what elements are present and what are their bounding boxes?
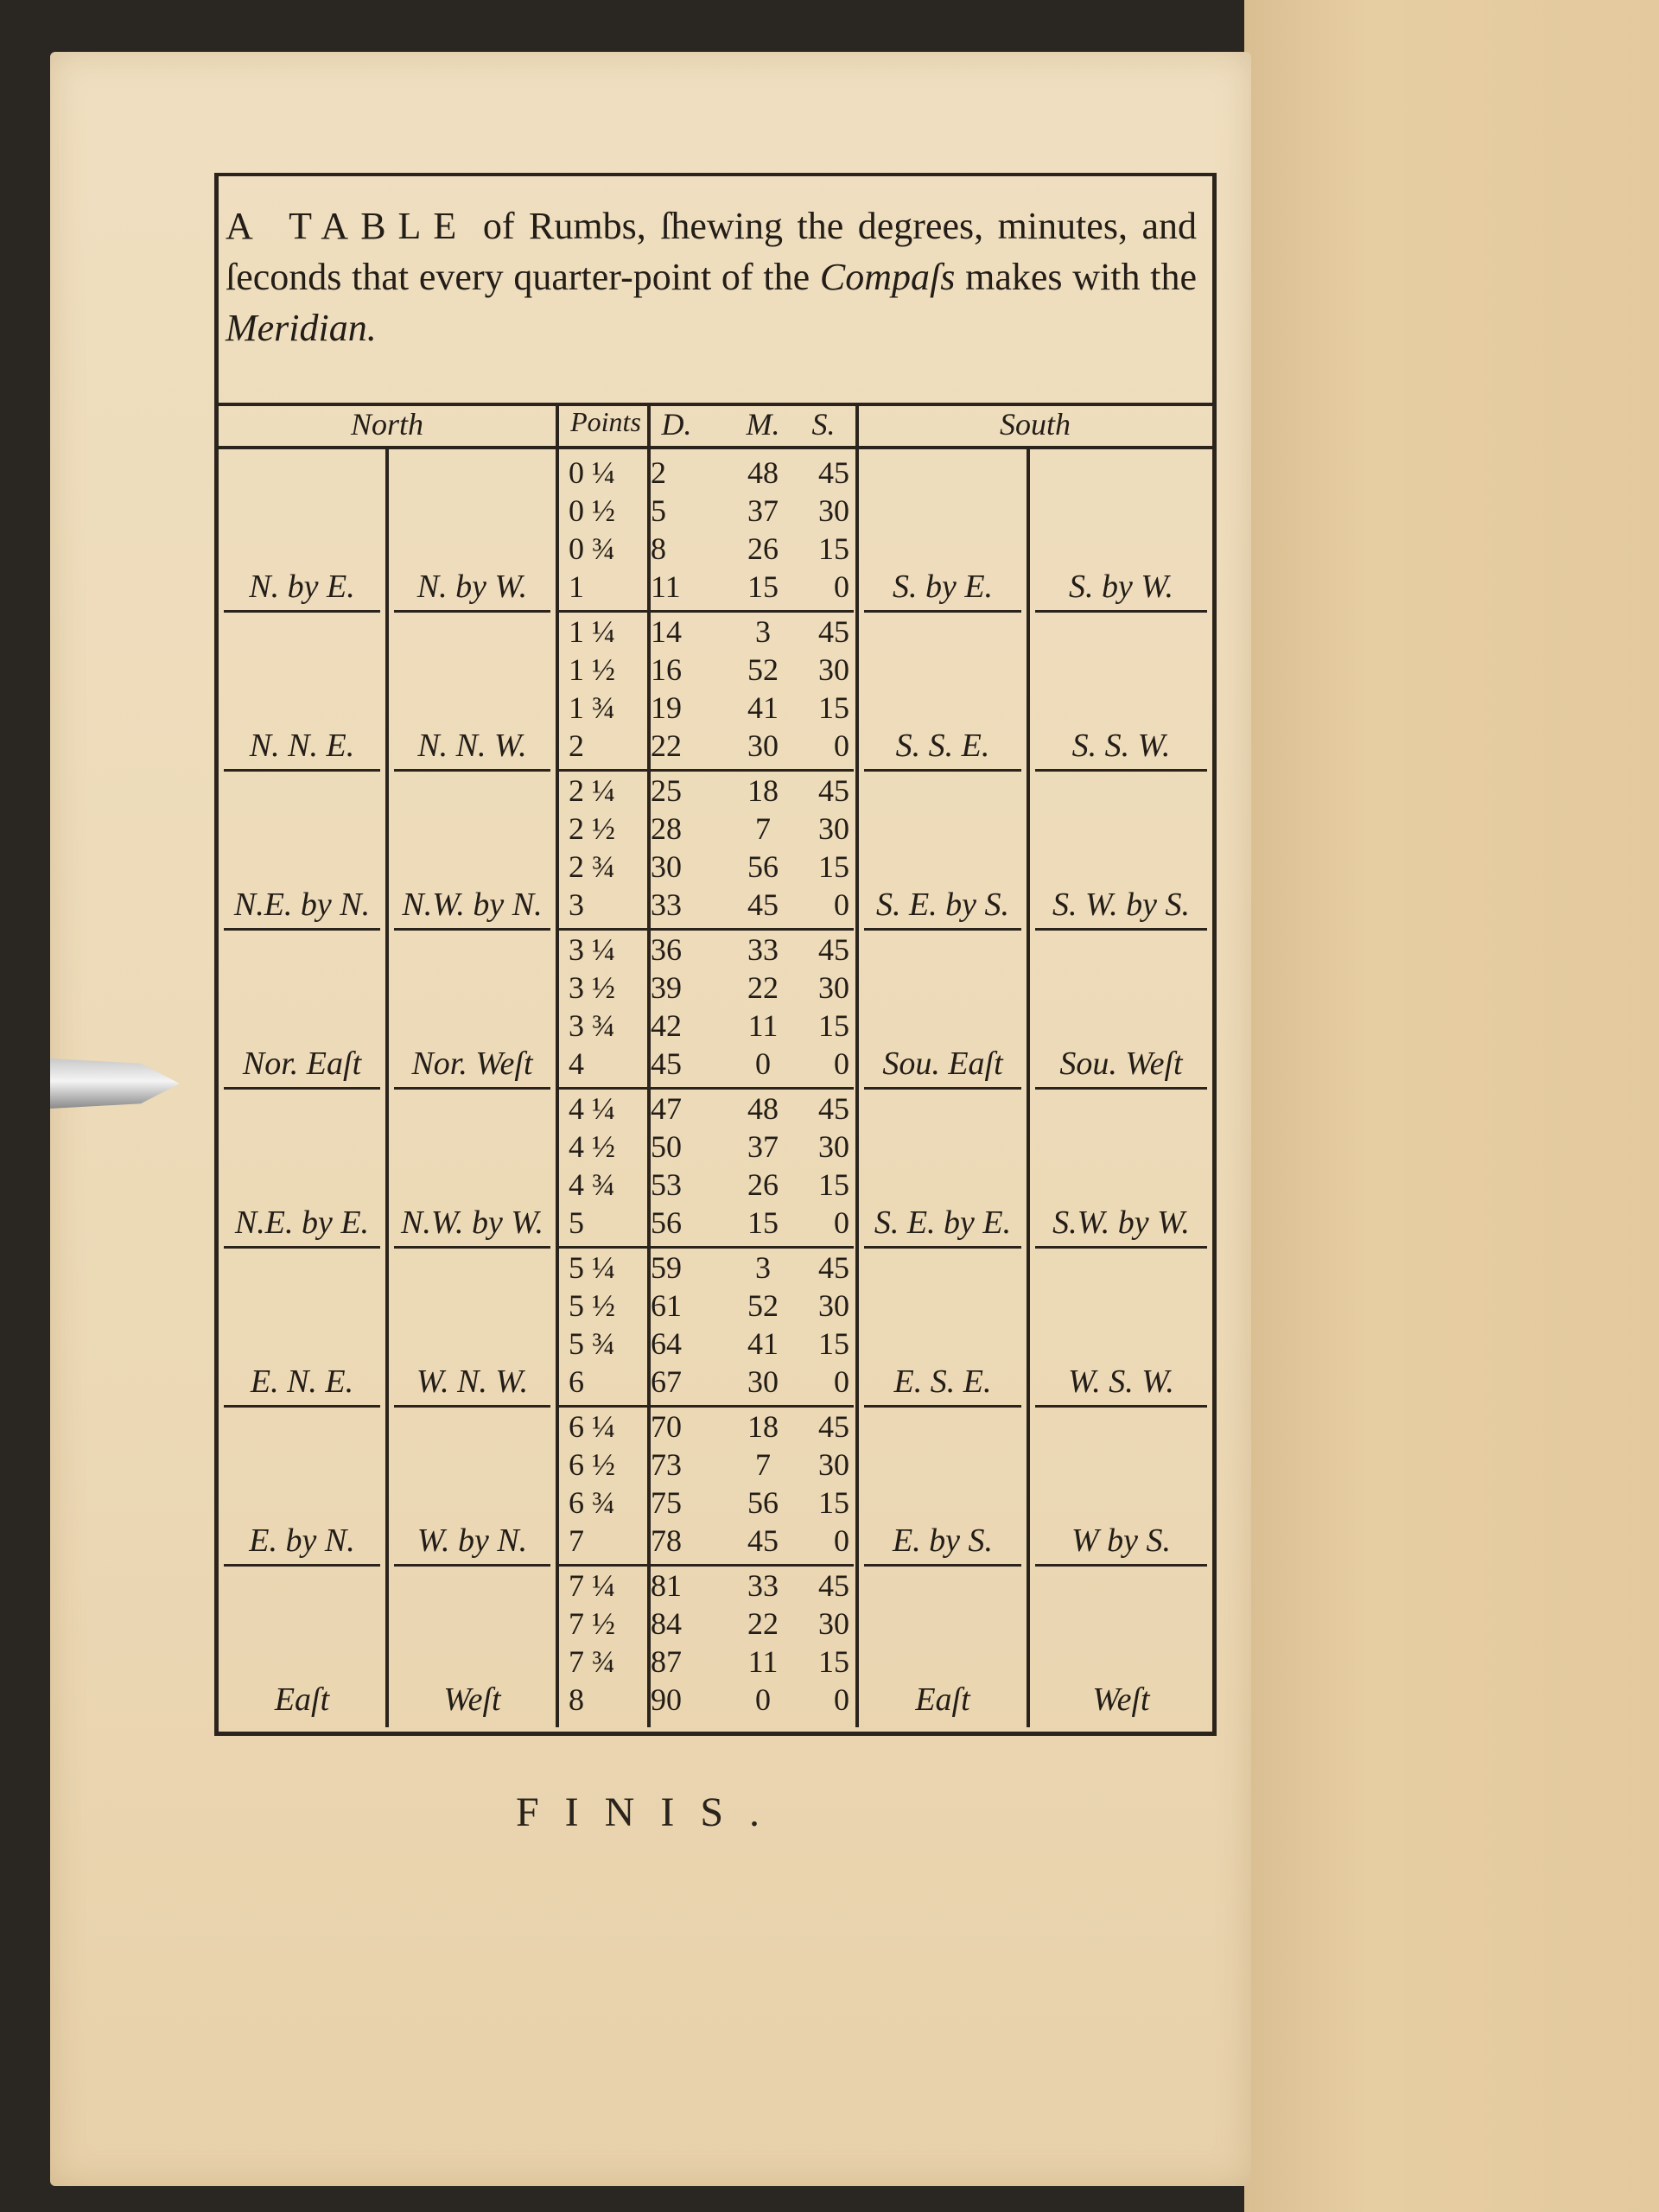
seconds-cell: 15: [818, 690, 849, 725]
seconds-cell: 30: [818, 652, 849, 687]
south-east-label: E. by S.: [892, 1522, 994, 1559]
points-cell: 4 ½: [569, 1129, 615, 1164]
points-cell: 5: [569, 1205, 584, 1240]
south-west-label: S. W. by S.: [1052, 887, 1191, 923]
rumb-block: [219, 1405, 1212, 1563]
minutes-cell: 41: [747, 690, 779, 725]
degrees-cell: 59: [651, 1250, 682, 1285]
south-header: South: [999, 407, 1071, 442]
rumb-block: [219, 1087, 1212, 1245]
degrees-cell: 78: [651, 1523, 682, 1558]
south-west-label: W by S.: [1071, 1522, 1172, 1559]
points-cell: 1 ¾: [569, 690, 615, 725]
block-separator: [556, 1405, 854, 1408]
south-east-label: S. E. by E.: [874, 1205, 1012, 1241]
seconds-cell: 0: [834, 887, 849, 922]
minutes-cell: 11: [747, 1008, 779, 1043]
seconds-cell: 0: [834, 1682, 849, 1717]
table-row: [219, 849, 1212, 887]
seconds-cell: 45: [818, 773, 849, 808]
points-cell: 0 ¾: [569, 531, 615, 566]
minutes-cell: 56: [747, 849, 779, 884]
points-cell: 8: [569, 1682, 584, 1717]
north-east-label: N. by E.: [249, 569, 355, 605]
table-row: [219, 690, 1212, 728]
seconds-cell: 0: [834, 569, 849, 604]
south-west-label: S. S. W.: [1071, 728, 1171, 764]
rumb-block: [219, 610, 1212, 768]
north-east-label: Nor. Eaſt: [242, 1046, 362, 1082]
title-rest: of Rumbs, ſhewing the degrees, minutes, and ſeconds that every quarter-point of the: [226, 205, 1197, 298]
degrees-cell: 53: [651, 1167, 682, 1202]
degrees-cell: 22: [651, 728, 682, 763]
degrees-cell: 42: [651, 1008, 682, 1043]
degrees-cell: 81: [651, 1568, 682, 1603]
seconds-cell: 45: [818, 1250, 849, 1285]
seconds-cell: 30: [818, 1606, 849, 1641]
degrees-cell: 90: [651, 1682, 682, 1717]
seconds-cell: 15: [818, 1167, 849, 1202]
points-cell: 1 ¼: [569, 614, 615, 649]
minutes-cell: 7: [755, 1447, 771, 1482]
north-east-label: N. N. E.: [249, 728, 355, 764]
north-east-label: N.E. by N.: [233, 887, 371, 923]
title-compass: Compaſs: [819, 256, 956, 298]
points-cell: 3: [569, 887, 584, 922]
pen-tip: [50, 1058, 180, 1109]
points-cell: 6 ½: [569, 1447, 615, 1482]
points-cell: 6 ¾: [569, 1485, 615, 1520]
block-separator: [556, 1246, 854, 1249]
minutes-cell: 0: [755, 1046, 771, 1081]
block-separator: [556, 928, 854, 931]
degrees-cell: 87: [651, 1644, 682, 1679]
minutes-cell: 48: [747, 1091, 779, 1126]
table-row: [219, 531, 1212, 569]
block-separator: [556, 1564, 854, 1567]
points-cell: 1: [569, 569, 584, 604]
degrees-cell: 8: [651, 531, 666, 566]
points-cell: 7 ½: [569, 1606, 615, 1641]
finis: FINIS.: [515, 1789, 786, 1835]
seconds-cell: 15: [818, 531, 849, 566]
block-separator: [556, 1087, 854, 1090]
degrees-cell: 16: [651, 652, 682, 687]
degrees-cell: 14: [651, 614, 682, 649]
table-row: [219, 1408, 1212, 1446]
degrees-cell: 19: [651, 690, 682, 725]
minutes-cell: 33: [747, 1568, 779, 1603]
degrees-cell: 70: [651, 1409, 682, 1444]
minutes-cell: 30: [747, 1364, 779, 1399]
minutes-cell: 48: [747, 455, 779, 490]
block-separator: [556, 610, 854, 613]
south-west-label: S.W. by W.: [1052, 1205, 1190, 1241]
points-cell: 6: [569, 1364, 584, 1399]
points-cell: 7 ¾: [569, 1644, 615, 1679]
table-row: [219, 454, 1212, 493]
minutes-header: M.: [746, 407, 780, 442]
minutes-cell: 18: [747, 1409, 779, 1444]
table-row: [219, 1325, 1212, 1363]
seconds-cell: 30: [818, 1129, 849, 1164]
block-separator: [556, 769, 854, 772]
table-row: [219, 969, 1212, 1007]
table-row: [219, 613, 1212, 652]
seconds-cell: 15: [818, 1008, 849, 1043]
degrees-cell: 67: [651, 1364, 682, 1399]
seconds-cell: 15: [818, 1644, 849, 1679]
degrees-cell: 84: [651, 1606, 682, 1641]
table-row: [219, 1643, 1212, 1681]
points-cell: 4 ¼: [569, 1091, 615, 1126]
minutes-cell: 26: [747, 531, 779, 566]
points-cell: 3 ½: [569, 970, 615, 1005]
minutes-cell: 52: [747, 1288, 779, 1323]
table-row: [219, 1446, 1212, 1484]
table-row: [219, 1567, 1212, 1605]
seconds-cell: 0: [834, 1205, 849, 1240]
minutes-cell: 52: [747, 652, 779, 687]
degrees-cell: 11: [651, 569, 681, 604]
seconds-cell: 0: [834, 1046, 849, 1081]
seconds-cell: 30: [818, 1288, 849, 1323]
degrees-cell: 33: [651, 887, 682, 922]
table-row: [219, 1128, 1212, 1166]
points-cell: 4 ¾: [569, 1167, 615, 1202]
degrees-cell: 64: [651, 1326, 682, 1361]
north-west-label: N.W. by N.: [402, 887, 543, 923]
table-row: [219, 1605, 1212, 1643]
title-mid: makes with the: [965, 256, 1198, 298]
minutes-cell: 41: [747, 1326, 779, 1361]
rumbs-table-frame: [214, 173, 1217, 1736]
seconds-cell: 0: [834, 728, 849, 763]
seconds-cell: 30: [818, 970, 849, 1005]
north-west-label: Weſt: [443, 1681, 501, 1718]
north-east-label: E. by N.: [249, 1522, 355, 1559]
points-cell: 3 ¾: [569, 1008, 615, 1043]
table-row: [219, 931, 1212, 969]
minutes-cell: 3: [755, 1250, 771, 1285]
minutes-cell: 37: [747, 1129, 779, 1164]
north-west-label: N. by W.: [416, 569, 528, 605]
north-west-label: N. N. W.: [417, 728, 527, 764]
degrees-cell: 25: [651, 773, 682, 808]
north-east-label: N.E. by E.: [234, 1205, 370, 1241]
north-east-label: E. N. E.: [250, 1363, 354, 1400]
seconds-cell: 0: [834, 1364, 849, 1399]
points-cell: 2 ¼: [569, 773, 615, 808]
south-east-label: Eaſt: [915, 1681, 970, 1718]
north-east-label: Eaſt: [274, 1681, 330, 1718]
seconds-cell: 45: [818, 1091, 849, 1126]
rumb-block: [219, 451, 1212, 609]
degrees-cell: 39: [651, 970, 682, 1005]
rumb-block: [219, 1564, 1212, 1722]
minutes-cell: 3: [755, 614, 771, 649]
title-meridian: Meridian.: [226, 307, 377, 349]
south-east-label: S. E. by S.: [875, 887, 1010, 923]
seconds-cell: 15: [818, 849, 849, 884]
points-cell: 5 ½: [569, 1288, 615, 1323]
points-cell: 6 ¼: [569, 1409, 615, 1444]
degrees-cell: 75: [651, 1485, 682, 1520]
points-cell: 0 ½: [569, 493, 615, 528]
points-cell: 4: [569, 1046, 584, 1081]
table-title: [226, 200, 1197, 353]
degrees-cell: 47: [651, 1091, 682, 1126]
minutes-cell: 56: [747, 1485, 779, 1520]
degrees-cell: 56: [651, 1205, 682, 1240]
minutes-cell: 26: [747, 1167, 779, 1202]
seconds-cell: 15: [818, 1485, 849, 1520]
degrees-cell: 2: [651, 455, 666, 490]
minutes-cell: 15: [747, 1205, 779, 1240]
seconds-cell: 45: [818, 614, 849, 649]
points-cell: 5 ¼: [569, 1250, 615, 1285]
book-page: [50, 52, 1251, 2186]
minutes-cell: 18: [747, 773, 779, 808]
minutes-cell: 37: [747, 493, 779, 528]
table-row: [219, 1249, 1212, 1287]
degrees-cell: 45: [651, 1046, 682, 1081]
degrees-cell: 36: [651, 932, 682, 967]
points-cell: 2: [569, 728, 584, 763]
seconds-cell: 45: [818, 932, 849, 967]
south-east-label: S. S. E.: [895, 728, 990, 764]
seconds-cell: 30: [818, 1447, 849, 1482]
north-west-label: N.W. by W.: [400, 1205, 544, 1241]
seconds-cell: 0: [834, 1523, 849, 1558]
points-header: Points: [570, 406, 641, 437]
facing-page: [1244, 0, 1659, 2212]
minutes-cell: 15: [747, 569, 779, 604]
table-row: [219, 1090, 1212, 1128]
south-west-label: S. by W.: [1068, 569, 1174, 605]
points-cell: 5 ¾: [569, 1326, 615, 1361]
degrees-cell: 30: [651, 849, 682, 884]
table-row: [219, 1287, 1212, 1325]
minutes-cell: 45: [747, 1523, 779, 1558]
points-cell: 7 ¼: [569, 1568, 615, 1603]
degrees-cell: 28: [651, 811, 682, 846]
header-bottom-rule: [219, 446, 1212, 449]
seconds-cell: 30: [818, 811, 849, 846]
minutes-cell: 11: [747, 1644, 779, 1679]
table-row: [219, 1484, 1212, 1522]
south-west-label: Weſt: [1092, 1681, 1150, 1718]
seconds-cell: 45: [818, 455, 849, 490]
rumb-block: [219, 769, 1212, 927]
seconds-cell: 15: [818, 1326, 849, 1361]
title-lead: A TABLE: [226, 205, 469, 247]
rumb-block: [219, 928, 1212, 1086]
minutes-cell: 22: [747, 970, 779, 1005]
minutes-cell: 30: [747, 728, 779, 763]
points-cell: 7: [569, 1523, 584, 1558]
points-cell: 3 ¼: [569, 932, 615, 967]
degrees-cell: 73: [651, 1447, 682, 1482]
table-row: [219, 652, 1212, 690]
north-header: North: [350, 407, 424, 442]
minutes-cell: 7: [755, 811, 771, 846]
north-west-label: W. by N.: [416, 1522, 528, 1559]
table-row: [219, 810, 1212, 849]
points-cell: 1 ½: [569, 652, 615, 687]
seconds-cell: 45: [818, 1568, 849, 1603]
degrees-cell: 5: [651, 493, 666, 528]
degrees-cell: 61: [651, 1288, 682, 1323]
south-east-label: S. by E.: [892, 569, 994, 605]
south-west-label: W. S. W.: [1068, 1363, 1174, 1400]
table-row: [219, 1007, 1212, 1046]
seconds-cell: 45: [818, 1409, 849, 1444]
points-cell: 2 ½: [569, 811, 615, 846]
points-cell: 0 ¼: [569, 455, 615, 490]
south-west-label: Sou. Weſt: [1059, 1046, 1183, 1082]
degrees-cell: 50: [651, 1129, 682, 1164]
seconds-cell: 30: [818, 493, 849, 528]
degrees-header: D.: [661, 407, 692, 442]
seconds-header: S.: [811, 407, 836, 442]
table-row: [219, 493, 1212, 531]
points-cell: 2 ¾: [569, 849, 615, 884]
minutes-cell: 33: [747, 932, 779, 967]
rumb-block: [219, 1246, 1212, 1404]
table-row: [219, 1166, 1212, 1205]
minutes-cell: 45: [747, 887, 779, 922]
north-west-label: Nor. Weſt: [411, 1046, 533, 1082]
minutes-cell: 0: [755, 1682, 771, 1717]
south-east-label: E. S. E.: [893, 1363, 992, 1400]
south-east-label: Sou. Eaſt: [882, 1046, 1003, 1082]
table-row: [219, 772, 1212, 810]
minutes-cell: 22: [747, 1606, 779, 1641]
north-west-label: W. N. W.: [416, 1363, 529, 1400]
